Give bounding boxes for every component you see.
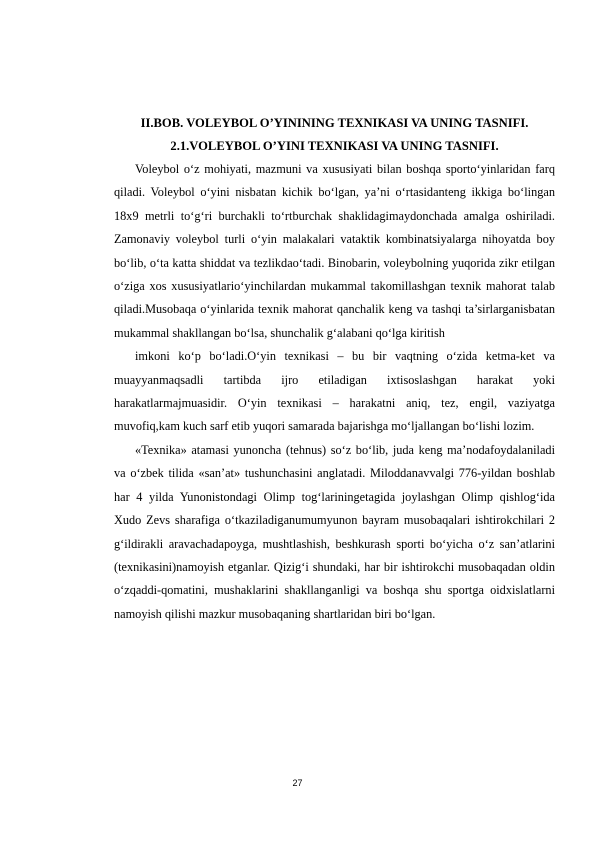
- chapter-title: II.BOB. VOLEYBOL O’YININING TEXNIKASI VA UNING TASNIFI.: [140, 116, 529, 130]
- paragraph-2: imkoni ko‘p bo‘ladi.O‘yin texnikasi – bu bir vaqtning o‘zida ketma-ket va muayyanmaqsadli tartibda ijro etiladigan ixtisoslashgan harakat yoki harakatlarmajmuasidir. O‘yin texnikasi – harakatni aniq, tez, engil, vaziyatga muvofiq,kam kuch sarf etib yuqori samarada bajarishga mo‘ljallangan bo‘lishi lozim.: [114, 349, 555, 434]
- page-number: 27: [292, 778, 303, 788]
- paragraph-3: «Texnika» atamasi yunoncha (tehnus) so‘z bo‘lib, juda keng ma’nodafoydalaniladi va o‘zbek tilida «san’at» tushunchasini anglatadi. Miloddanavvalgi 776-yildan boshlab har 4 yilda Yunonistondagi Olimp tog‘lariningetagida joylashgan Olimp qishlog‘ida Xudo Zevs sharafiga o‘tkaziladiganumumyunon bayram musobaqalari ishtirokchilari 2 g‘ildirakli aravachadapoyga, mushtlashish, beshkurash sporti bo‘yicha o‘z san’atlarini (texnikasini)namoyish etganlar. Qizig‘i shundaki, har bir ishtirokchi musobaqadan oldin o‘zqaddi-qomatini, mushaklarini shakllanganligi va boshqa shu sportga oidxislatlarni namoyish qilishi mazkur musobaqaning shartlaridan biri bo‘lgan.: [114, 442, 555, 621]
- section-title: 2.1.VOLEYBOL O’YINI TEXNIKASI VA UNING TASNIFI.: [170, 139, 499, 153]
- document-page: [114, 112, 555, 626]
- paragraph-1: Voleybol o‘z mohiyati, mazmuni va xususiyati bilan boshqa sporto‘yinlaridan farq qiladi. Voleybol o‘yini nisbatan kichik bo‘lgan, ya’ni o‘rtasidanteng ikkiga bo‘lingan 18x9 metrli to‘g‘ri burchakli to‘rtburchak shaklidagimaydonchada amalga oshiriladi. Zamonaviy voleybol turli o‘yin malakalari vataktik kombinatsiyalarga nihoyatda boy bo‘lib, o‘ta katta shiddat va tezlikdao‘tadi. Binobarin, voleybolning yuqorida zikr etilgan o‘ziga xos xususiyatlario‘yinchilardan mukammal takomillashgan texnik mahorat talab qiladi.Musobaqa o‘yinlarida texnik mahorat qanchalik keng va tashqi ta’sirlarganisbatan mukammal shakllangan bo‘lsa, shunchalik g‘alabani qo‘lga kiritish: [114, 162, 555, 340]
